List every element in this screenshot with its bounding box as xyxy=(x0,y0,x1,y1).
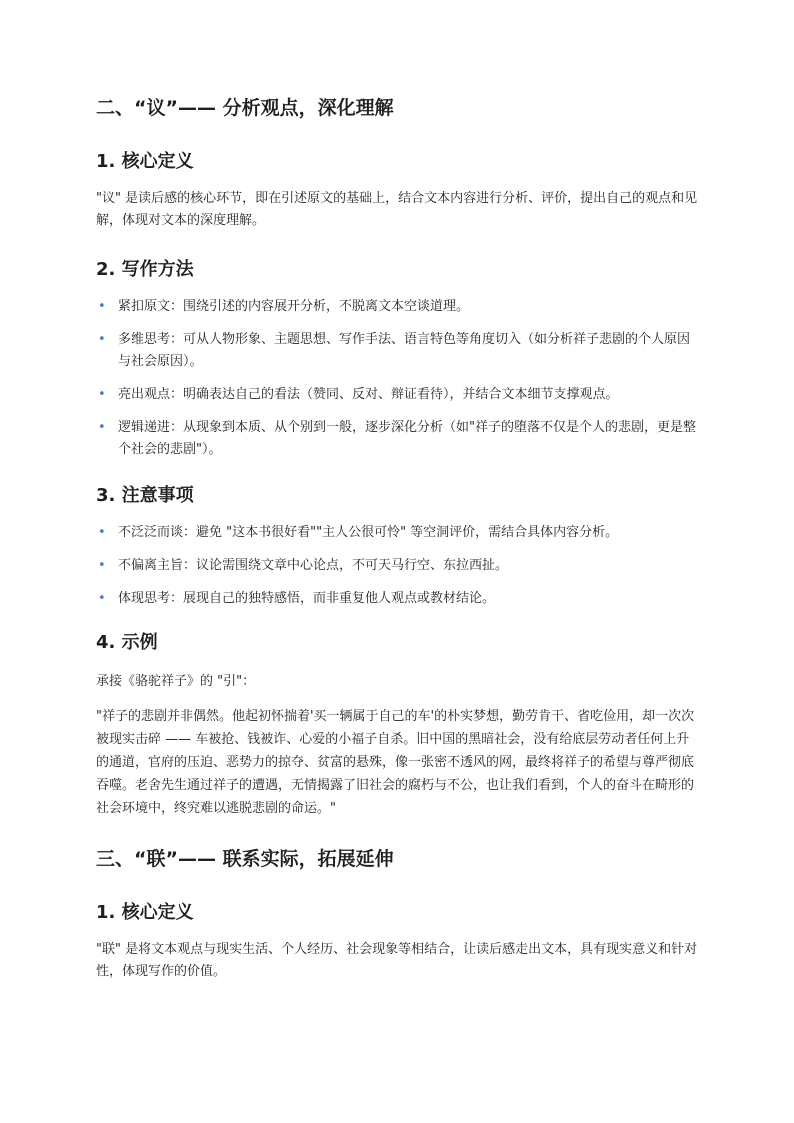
note-item-text: 体现思考：展现自己的独特感悟，而非重复他人观点或教材结论。 xyxy=(118,591,496,606)
list-item xyxy=(96,384,702,406)
bullet-dot-icon: • xyxy=(98,299,106,314)
section-2-definition-heading: 1. 核心定义 xyxy=(96,151,194,172)
bullet-dot-icon: • xyxy=(98,420,106,435)
method-item-text: 紧扣原文：围绕引述的内容展开分析，不脱离文本空谈道理。 xyxy=(118,299,470,314)
list-item xyxy=(96,555,702,577)
section-3-title: 三、“联”—— 联系实际，拓展延伸 xyxy=(96,848,394,870)
section-2-notes-heading: 3. 注意事项 xyxy=(96,485,194,506)
section-2-title: 二、“议”—— 分析观点，深化理解 xyxy=(96,97,394,119)
example-intro: 承接《骆驼祥子》的 "引"： xyxy=(96,674,256,689)
bullet-dot-icon: • xyxy=(98,525,106,540)
list-item xyxy=(96,522,702,544)
notes-list xyxy=(96,522,702,621)
bullet-dot-icon: • xyxy=(98,591,106,606)
list-item xyxy=(96,417,702,461)
method-item-text: 亮出观点：明确表达自己的看法（赞同、反对、辩证看待），并结合文本细节支撑观点。 xyxy=(118,387,619,402)
list-item xyxy=(96,296,702,318)
section-2-method-heading: 2. 写作方法 xyxy=(96,259,194,280)
bullet-dot-icon: • xyxy=(98,332,106,347)
bullet-dot-icon: • xyxy=(98,558,106,573)
section-2-definition-text: "议" 是读后感的核心环节，即在引述原文的基础上，结合文本内容进行分析、评价，提出自己的观点和见解，体现对文本的深度理解。 xyxy=(96,191,698,228)
method-list xyxy=(96,296,702,472)
section-3-definition-heading: 1. 核心定义 xyxy=(96,902,194,923)
bullet-dot-icon: • xyxy=(98,387,106,402)
list-item xyxy=(96,329,702,373)
section-3-definition-text: "联" 是将文本观点与现实生活、个人经历、社会现象等相结合，让读后感走出文本，具有现实意义和针对性，体现写作的价值。 xyxy=(96,942,698,979)
note-item-text: 不偏离主旨：议论需围绕文章中心论点，不可天马行空、东拉西扯。 xyxy=(118,558,509,573)
method-item-text: 多维思考：可从人物形象、主题思想、写作手法、语言特色等角度切入（如分析祥子悲剧的个人原因与社会原因）。 xyxy=(118,332,691,369)
section-2-example-heading: 4. 示例 xyxy=(96,632,158,653)
method-item-text: 逻辑递进：从现象到本质、从个别到一般，逐步深化分析（如"祥子的堕落不仅是个人的悲剧，更是整个社会的悲剧"）。 xyxy=(118,420,696,457)
list-item xyxy=(96,588,702,610)
example-quote: "祥子的悲剧并非偶然。他起初怀揣着'买一辆属于自己的车'的朴实梦想，勤劳肯干、省吃俭用，却一次次被现实击碎 —— 车被抢、钱被诈、心爱的小福子自杀。旧中国的黑暗社会，没有给底层劳动者任何上升的通道，官府的压迫、恶势力的掠夺、贫富的悬殊，像一张密不透风的网，最终将祥子的希望与尊严彻底吞噬。老舍先生通过祥子的遭遇，无情揭露了旧社会的腐朽与不公，也让我们看到，个人的奋斗在畸形的社会环境中，终究难以逃脱悲剧的命运。" xyxy=(96,709,695,816)
note-item-text: 不泛泛而谈：避免 "这本书很好看""主人公很可怜" 等空洞评价，需结合具体内容分析。 xyxy=(118,525,619,540)
